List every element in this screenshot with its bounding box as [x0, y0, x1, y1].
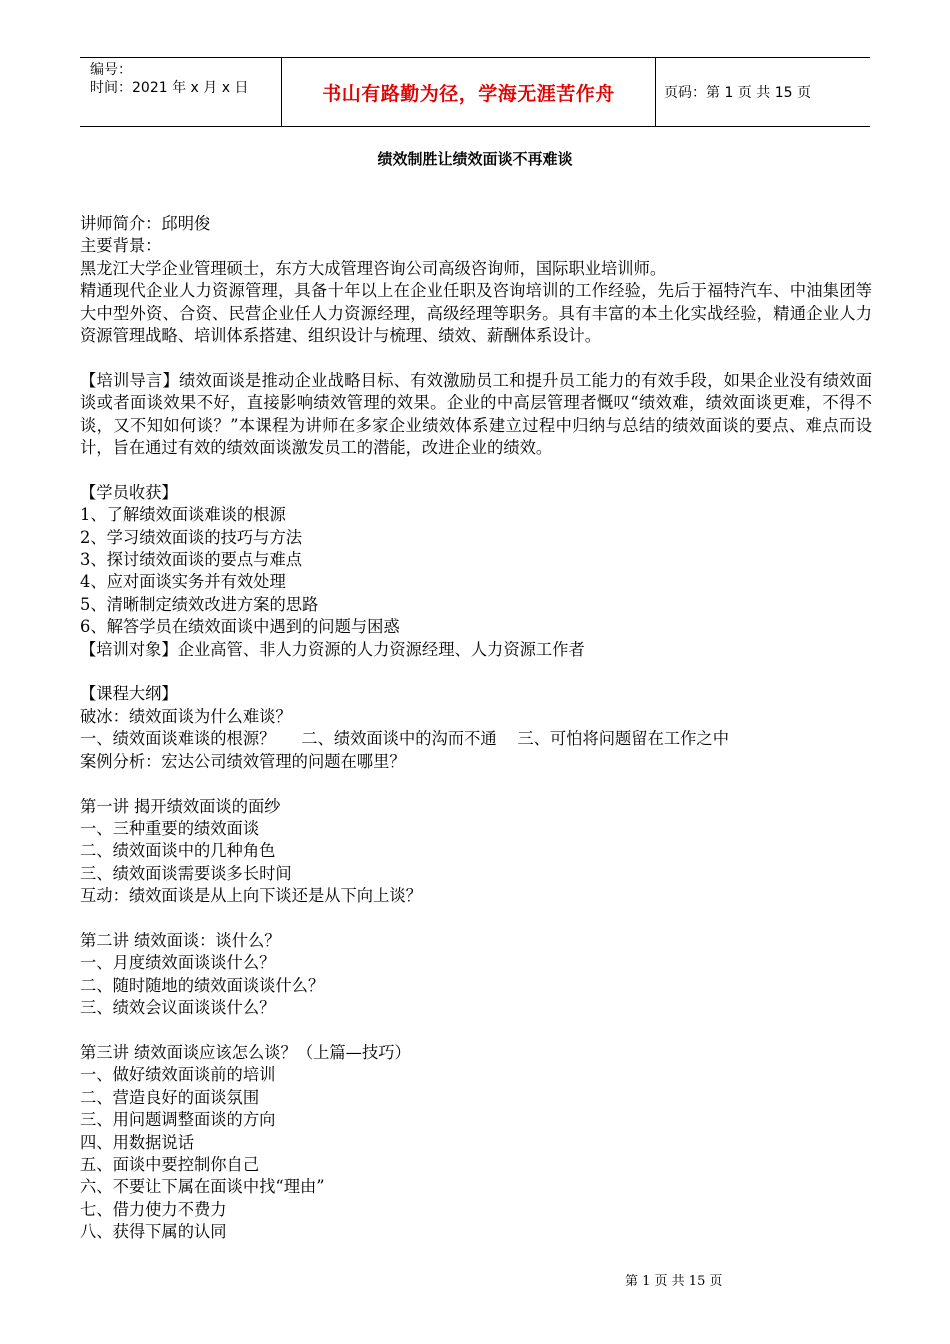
document-number: 编号： — [90, 62, 132, 78]
list-item: 二、绩效面谈中的几种角色 — [80, 841, 276, 861]
page-footer: 第 1 页 共 15 页 — [625, 1274, 723, 1289]
list-item: 互动：绩效面谈是从上向下谈还是从下向上谈？ — [80, 886, 422, 906]
icebreak-title: 破冰：绩效面谈为什么难谈？ — [80, 706, 292, 726]
list-item: 三、绩效会议面谈谈什么？ — [80, 998, 276, 1018]
list-item: 一、做好绩效面谈前的培训 — [80, 1065, 276, 1085]
icebreak-items: 一、绩效面谈难谈的根源？ 二、绩效面谈中的沟而不通 三、可怕将问题留在工作之中 — [80, 729, 729, 749]
list-item: 五、面谈中要控制你自己 — [80, 1154, 260, 1174]
case-analysis: 案例分析：宏达公司绩效管理的问题在哪里？ — [80, 751, 406, 771]
list-item: 四、用数据说话 — [80, 1132, 194, 1152]
list-item: 八、获得下属的认同 — [80, 1222, 227, 1242]
background-label: 主要背景： — [80, 236, 162, 256]
lecture-title: 第二讲 绩效面谈：谈什么？ — [80, 930, 281, 950]
header-meta — [90, 61, 280, 97]
lecture-title: 第三讲 绩效面谈应该怎么谈？（上篇—技巧） — [80, 1042, 411, 1062]
page-header — [80, 57, 870, 127]
document-body — [80, 213, 872, 1244]
document-title: 绩效制胜让绩效面谈不再难谈 — [377, 150, 573, 168]
list-item: 一、三种重要的绩效面谈 — [80, 818, 260, 838]
header-page-info: 页码：第 1 页 共 15 页 — [664, 85, 811, 101]
list-item: 二、随时随地的绩效面谈谈什么？ — [80, 975, 325, 995]
background-paragraph: 精通现代企业人力资源管理，具备十年以上在企业任职及咨询培训的工作经验，先后于福特汽车、中油集团等大中型外资、合资、民营企业任人力资源经理，高级经理等职务。具有丰富的本土化实战经验，精通企业人力资源管理战略、培训体系搭建、组织设计与梳理、绩效、薪酬体系设计。 — [80, 281, 872, 346]
document-time: 时间：2021 年 x 月 x 日 — [90, 80, 249, 96]
training-guide-paragraph: 【培训导言】绩效面谈是推动企业战略目标、有效激励员工和提升员工能力的有效手段，如果企业没有绩效面谈或者面谈效果不好，直接影响绩效管理的效果。企业的中高层管理者慨叹“绩效难，绩效面谈更难，不得不谈，又不知如何谈？”本课程为讲师在多家企业绩效体系建立过程中归纳与总结的绩效面谈的要点、难点而设计，旨在通过有效的绩效面谈激发员工的潜能，改进企业的绩效。 — [80, 370, 872, 458]
lecture-title: 第一讲 揭开绩效面谈的面纱 — [80, 796, 281, 816]
header-motto: 书山有路勤为径，学海无涯苦作舟 — [322, 82, 615, 105]
list-item: 一、月度绩效面谈谈什么？ — [80, 953, 276, 973]
outline-heading: 【课程大纲】 — [80, 684, 178, 704]
header-divider — [655, 58, 656, 126]
list-item: 2、学习绩效面谈的技巧与方法 — [80, 527, 303, 547]
list-item: 三、用问题调整面谈的方向 — [80, 1110, 276, 1130]
instructor-intro: 讲师简介：邱明俊 — [80, 214, 211, 233]
list-item: 3、探讨绩效面谈的要点与难点 — [80, 550, 303, 570]
list-item: 6、解答学员在绩效面谈中遇到的问题与困惑 — [80, 617, 400, 637]
background-line: 黑龙江大学企业管理硕士，东方大成管理咨询公司高级咨询师，国际职业培训师。 — [80, 258, 667, 278]
list-item: 1、了解绩效面谈难谈的根源 — [80, 505, 286, 525]
gains-heading: 【学员收获】 — [80, 482, 178, 502]
list-item: 七、借力使力不费力 — [80, 1199, 227, 1219]
list-item: 六、不要让下属在面谈中找“理由” — [80, 1177, 325, 1197]
list-item: 三、绩效面谈需要谈多长时间 — [80, 863, 292, 883]
list-item: 5、清晰制定绩效改进方案的思路 — [80, 594, 319, 614]
training-audience: 【培训对象】企业高管、非人力资源的人力资源经理、人力资源工作者 — [80, 639, 585, 659]
list-item: 4、应对面谈实务并有效处理 — [80, 572, 286, 592]
list-item: 二、营造良好的面谈氛围 — [80, 1087, 260, 1107]
